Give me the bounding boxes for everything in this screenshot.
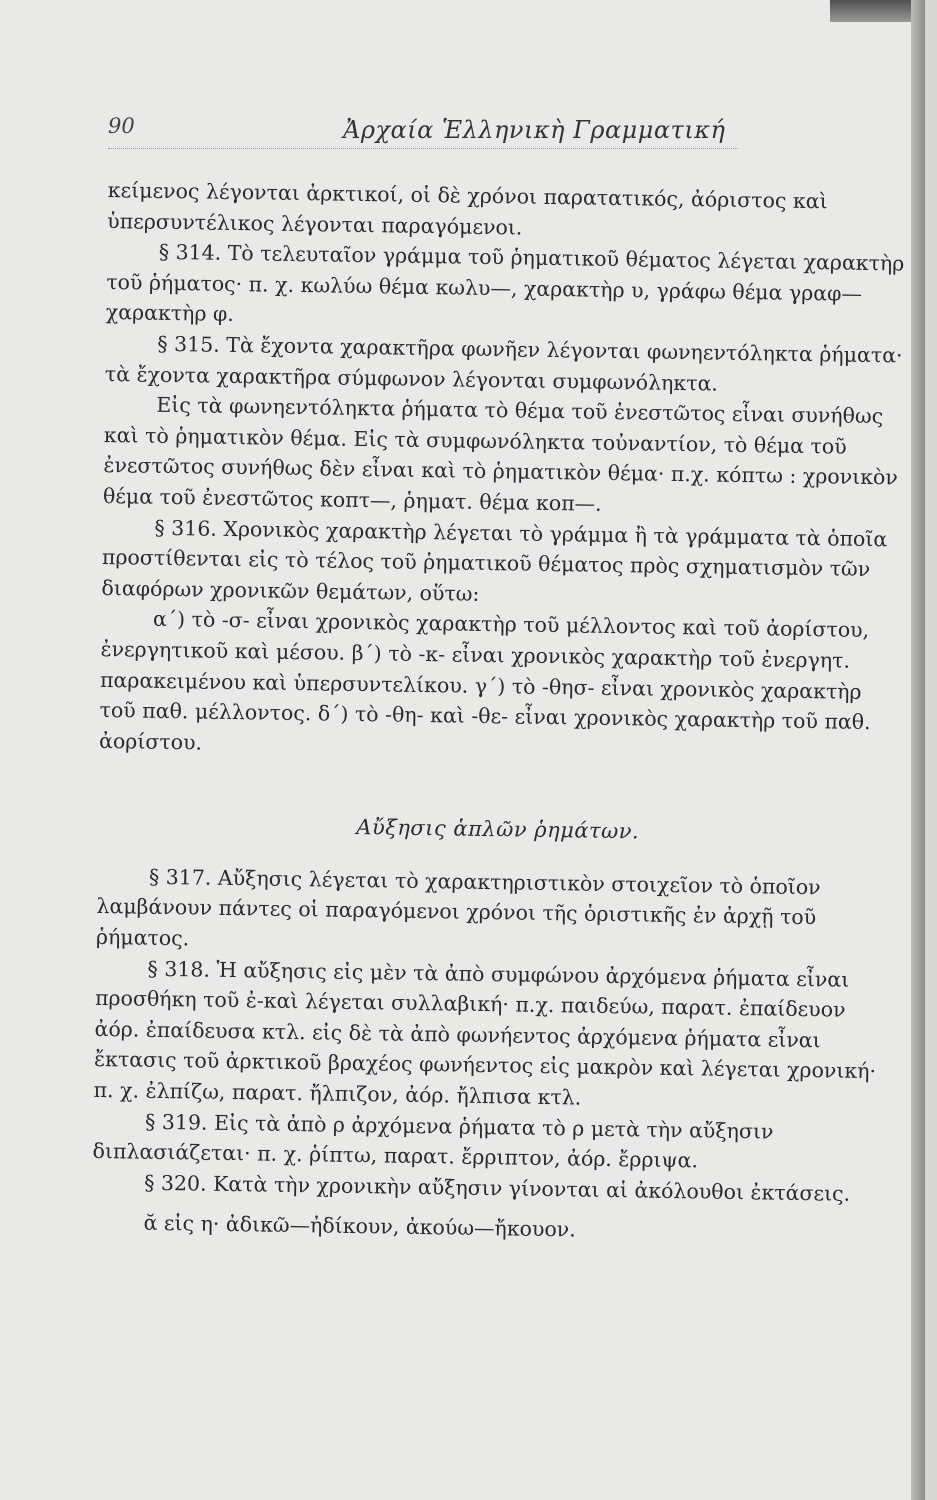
main-text — [91, 175, 908, 1250]
paragraph-318: § 318. Ἡ αὔξησις εἰς μὲν τὰ ἀπὸ συμφώνου ἀρχόμενα ῥήματα εἶναι προσθήκη τοῦ ἐ-καὶ λέγεται συλλαβική· π.χ. παιδεύω, παρατ. ἐπαίδευον ἀόρ. ἐπαίδευσα κτλ. εἰς δὲ τὰ ἀπὸ φωνήεντος ἀρχόμενα ῥήματα εἶναι ἔκτασις τοῦ ἀρκτικοῦ βραχέος φωνήεντος εἰς μακρὸν καὶ λέγεται χρονική· π. χ. ἐλπίζω, παρατ. ἤλπιζον, ἀόρ. ἤλπισα κτλ. — [93, 956, 877, 1110]
paragraph: κείμενος λέγονται ἀρκτικοί, οἱ δὲ χρόνοι παρατατικός, ἀόριστος καὶ ὑπερσυντέλικος λέγονται παραγόμενοι. — [107, 177, 828, 240]
paragraph-314: § 314. Τὸ τελευταῖον γράμμα τοῦ ῥηματικοῦ θέματος λέγεται χαρακτὴρ τοῦ ῥήματος· π. χ. κωλύω θέμα κωλυ—, χαρακτὴρ υ, γράφω θέμα γραφ—χαρακτὴρ φ. — [105, 239, 905, 327]
paragraph-316: § 316. Χρονικὸς χαρακτὴρ λέγεται τὸ γράμμα ἢ τὰ γράμματα τὰ ὁποῖα προστίθενται εἰς τὸ τέλος τοῦ ῥηματικοῦ θέματος πρὸς σχηματισμὸν τῶν διαφόρων χρονικῶν θεμάτων, οὕτω: — [101, 515, 888, 606]
header-rule — [108, 148, 738, 149]
example-line: ᾰ εἰς η· ἀδικῶ—ἠδίκουν, ἀκούω—ἤκουον. — [143, 1211, 576, 1242]
paragraph-315: § 315. Τὰ ἔχοντα χαρακτῆρα φωνῆεν λέγονται φωνηεντόληκτα ῥήματα· τὰ ἔχοντα χαρακτῆρα σύμφωνον λέγονται συμφωνόληκτα. — [104, 331, 903, 396]
running-title: Ἀρχαία Ἑλληνικὴ Γραμματική — [343, 116, 726, 144]
paragraph-319: § 319. Εἰς τὰ ἀπὸ ρ ἀρχόμενα ῥήματα τὸ ρ μετὰ τὴν αὔξησιν διπλασιάζεται· π. χ. ῥίπτω, παρατ. ἔρριπτον, ἀόρ. ἔρριψα. — [92, 1109, 774, 1173]
paragraph-317: § 317. Αὔξησις λέγεται τὸ χαρακτηριστικὸν στοιχεῖον τὸ ὁποῖον λαμβάνουν πάντες οἱ παραγόμενοι χρόνοι τῆς ὁριστικῆς ἐν ἀρχῇ τοῦ ῥήματος. — [95, 864, 821, 951]
paragraph-320: § 320. Κατὰ τὴν χρονικὴν αὔξησιν γίνονται αἱ ἀκόλουθοι ἐκτάσεις. — [143, 1170, 851, 1206]
paragraph-list: α΄) τὸ -σ- εἶναι χρονικὸς χαρακτὴρ τοῦ μέλλοντος καὶ τοῦ ἀορίστου, ἐνεργητικοῦ καὶ μέσου. β΄) τὸ -κ- εἶναι χρονικὸς χαρακτὴρ τοῦ ἐνεργητ. παρακειμένου καὶ ὑπερσυντελίκου. γ΄) τὸ -θησ- εἶναι χρονικὸς χαρακτὴρ τοῦ παθ. μέλλοντος. δ΄) τὸ -θη- καὶ -θε- εἶναι χρονικὸς χαρακτὴρ τοῦ παθ. ἀορίστου. — [98, 607, 871, 755]
page-edge — [911, 0, 925, 1500]
page-header — [108, 110, 898, 150]
section-heading: Αὔξησις ἁπλῶν ῥημάτων. — [356, 815, 640, 844]
page-number: 90 — [108, 114, 135, 138]
paragraph: Εἰς τὰ φωνηεντόληκτα ῥήματα τὸ θέμα τοῦ ἐνεστῶτος εἶναι συνήθως καὶ τὸ ῥηματικὸν θέμα. Εἰς τὰ συμφωνόληκτα τοὐναντίον, τὸ θέμα τοῦ ἐνεστῶτος συνήθως δὲν εἶναι καὶ τὸ ῥηματικὸν θέμα· π.χ. κόπτω : χρονικὸν θέμα τοῦ ἐνεστῶτος κοπτ—, ῥηματ. θέμα κοπ—. — [102, 392, 899, 516]
